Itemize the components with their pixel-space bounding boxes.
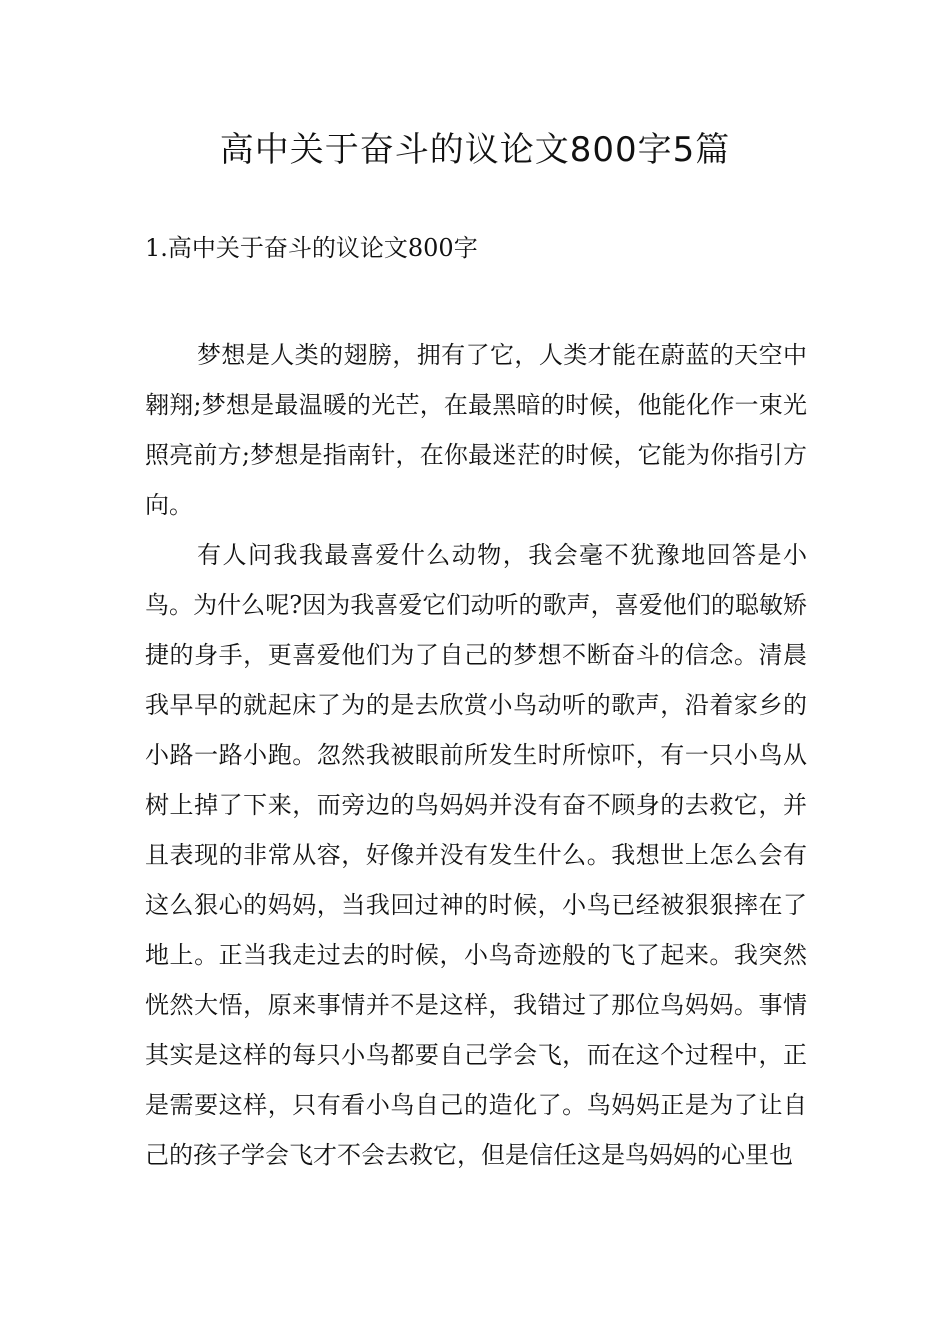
paragraph: 有人问我我最喜爱什么动物，我会毫不犹豫地回答是小鸟。为什么呢?因为我喜爱它们动听的歌声，喜爱他们的聪敏矫捷的身手，更喜爱他们为了自己的梦想不断奋斗的信念。清晨我早早的就起床了为的是去欣赏小鸟动听的歌声，沿着家乡的小路一路小跑。忽然我被眼前所发生时所惊吓，有一只小鸟从树上掉了下来，而旁边的鸟妈妈并没有奋不顾身的去救它，并且表现的非常从容，好像并没有发生什么。我想世上怎么会有这么狠心的妈妈，当我回过神的时候，小鸟已经被狠狠摔在了地上。正当我走过去的时候，小鸟奇迹般的飞了起来。我突然恍然大悟，原来事情并不是这样，我错过了那位鸟妈妈。事情其实是这样的每只小鸟都要自己学会飞，而在这个过程中，正是需要这样，只有看小鸟自己的造化了。鸟妈妈正是为了让自己的孩子学会飞才不会去救它，但是信任这是鸟妈妈的心里也	[145, 541, 807, 1169]
section-heading: 1.高中关于奋斗的议论文800字	[145, 234, 478, 262]
article-body	[145, 330, 807, 1180]
document-title: 高中关于奋斗的议论文800字5篇	[219, 130, 731, 170]
paragraph: 梦想是人类的翅膀，拥有了它，人类才能在蔚蓝的天空中翱翔;梦想是最温暖的光芒，在最黑暗的时候，他能化作一束光照亮前方;梦想是指南针，在你最迷茫的时候，它能为你指引方向。	[145, 341, 807, 519]
